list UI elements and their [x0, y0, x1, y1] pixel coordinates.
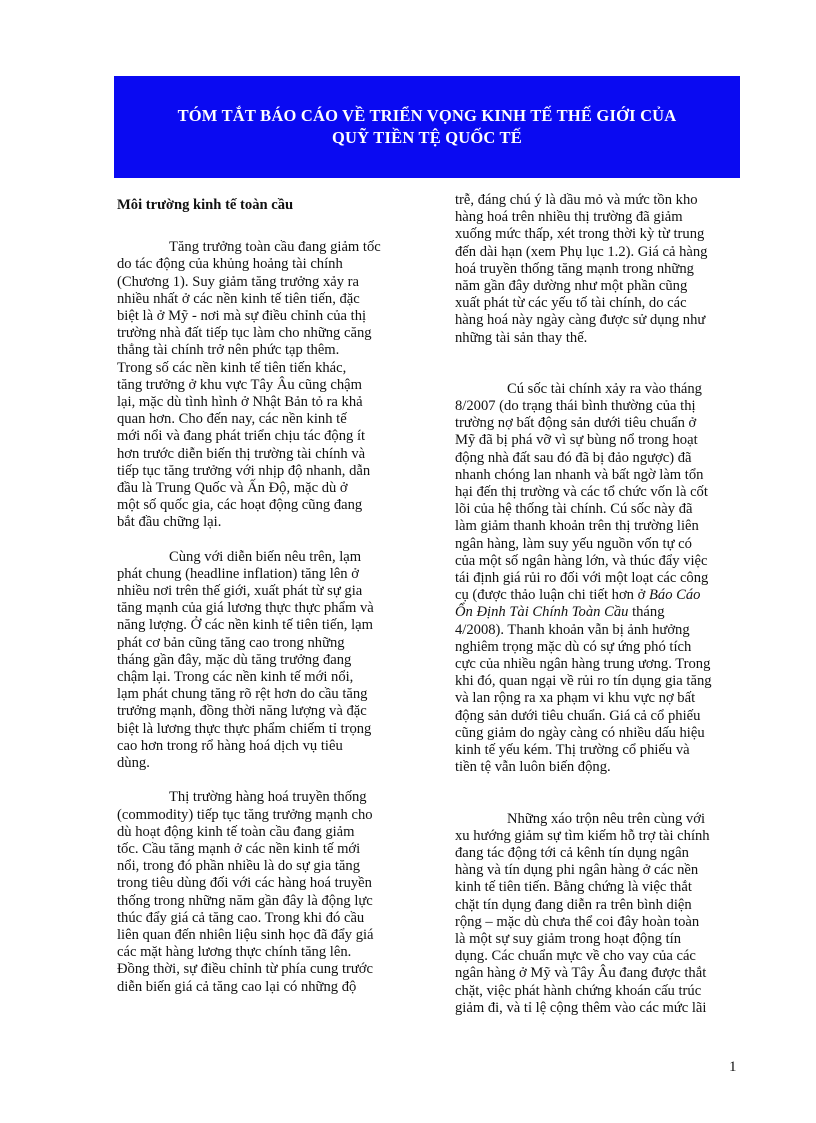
text-line: xu hướng giảm sự tìm kiếm hỗ trợ tài chính — [455, 827, 710, 844]
text-line: ngân hàng, làm suy yếu nguồn vốn tự có — [455, 535, 692, 552]
text-line: tái định giá rủi ro đối với một loạt các công — [455, 570, 709, 587]
text-line: thống trong những năm gần đây là động lực — [117, 892, 373, 909]
text-line: làm giảm thanh khoản trên thị trường liên — [455, 518, 699, 535]
text-line: một số quốc gia, các hoạt động cũng đang — [117, 497, 363, 514]
text-line — [455, 604, 745, 621]
text-line: mới nổi và đang phát triển chịu tác động ít — [117, 428, 366, 445]
right-column — [455, 192, 745, 1017]
text-line — [455, 587, 745, 604]
text-line: hoá truyền thống tăng mạnh trong những — [455, 260, 694, 277]
text-line: nổi, trong đó phần nhiều là do sự gia tăng — [117, 858, 360, 875]
text-line: Mỹ đã bị phá vỡ vì sự bùng nổ trong hoạt — [455, 432, 698, 449]
text-line: hại đến thị trường và các tổ chức vốn là cốt — [455, 484, 708, 501]
text-line: đang tác động tới cả kênh tín dụng ngân — [455, 844, 689, 861]
text-line: do tác động của khủng hoảng tài chính — [117, 256, 343, 273]
text-line: Tăng trưởng toàn cầu đang giảm tốc — [169, 239, 381, 256]
document-title-line-2: QUỸ TIỀN TỆ QUỐC TẾ — [332, 128, 522, 147]
text-span: tháng — [628, 604, 665, 621]
text-line: dù hoạt động kinh tế toàn cầu đang giảm — [117, 823, 355, 840]
right-paragraph-1 — [455, 192, 745, 347]
text-line: cũng giảm do ngày càng có nhiều dấu hiệu — [455, 724, 705, 741]
text-line: tháng gần đây, mặc dù tăng trưởng đang — [117, 651, 352, 668]
text-line: dụng. Các chuẩn mực về cho vay của các — [455, 948, 696, 965]
text-line: biệt là lương thực thực phẩm chiếm tỉ trọng — [117, 720, 372, 737]
text-line: các mặt hàng lương thực chính tăng lên. — [117, 944, 352, 961]
text-line: phát chung (headline inflation) tăng lên ở — [117, 565, 359, 582]
text-line: 4/2008). Thanh khoản vẫn bị ảnh hưởng — [455, 621, 690, 638]
text-line: là một sự suy giảm trong hoạt động tín — [455, 930, 681, 947]
text-line: dùng. — [117, 755, 150, 772]
text-line: tiếp tục tăng trưởng với nhịp độ nhanh, dẫn — [117, 462, 371, 479]
text-line: tốc. Cầu tăng mạnh ở các nền kinh tế mới — [117, 840, 361, 857]
text-line: và lan rộng ra xa phạm vi khu vực nợ bất — [455, 690, 696, 707]
text-line: rộng – mặc dù chưa thể coi đây hoàn toàn — [455, 913, 700, 930]
text-line: Cú sốc tài chính xảy ra vào tháng — [507, 380, 702, 397]
text-line: hơn trước diễn biến thị trường tài chính và — [117, 445, 366, 462]
text-line: giảm đi, và tỉ lệ cộng thêm vào các mức lãi — [455, 999, 707, 1016]
text-line: trường nợ bất động sản dưới tiêu chuẩn ở — [455, 415, 697, 432]
text-line: nhanh chóng lan nhanh và bất ngờ làm tổn — [455, 466, 704, 483]
text-line: bắt đầu chững lại. — [117, 514, 222, 531]
text-line: trưởng mạnh, đồng thời năng lượng và đặc — [117, 703, 367, 720]
text-line: hàng hoá trên nhiều thị trường đã giảm — [455, 209, 683, 226]
text-line: tăng mạnh của giá lương thực thực phẩm và — [117, 600, 374, 617]
text-line: chặt, việc phát hành chứng khoán cấu trúc — [455, 982, 702, 999]
text-line: xuất phát từ các yếu tố tài chính, do các — [455, 295, 687, 312]
text-line: Thị trường hàng hoá truyền thống — [169, 789, 367, 806]
text-line: biệt là ở Mỹ - nơi mà sự điều chỉnh của thị — [117, 308, 367, 325]
right-paragraph-2-lines-b — [455, 622, 745, 777]
document-title-line-1: TÓM TẮT BÁO CÁO VỀ TRIỂN VỌNG KINH TẾ THẾ GIỚI CỦA — [177, 106, 677, 125]
right-paragraph-2 — [455, 381, 745, 777]
text-line: liên quan đến nhiên liệu sinh học đã đẩy giá — [117, 926, 374, 943]
text-line: động nhà đất sau đó đã bị đảo ngược) đã — [455, 449, 692, 466]
text-line: (Chương 1). Suy giảm tăng trưởng xảy ra — [117, 273, 360, 290]
text-line: kinh tế tiên tiến. Bằng chứng là việc thắt — [455, 879, 692, 896]
text-line: trong tiêu dùng đối với các hàng hoá truyền — [117, 875, 372, 892]
report-title-italic: Ổn Định Tài Chính Toàn Cầu — [455, 604, 629, 621]
text-line: nghiêm trọng mặc dù có sự ứng phó tích — [455, 638, 692, 655]
text-line: trễ, đáng chú ý là dầu mỏ và mức tồn kho — [455, 192, 698, 208]
text-line: ngân hàng ở Mỹ và Tây Âu đang được thắt — [455, 965, 707, 982]
text-line: động sản dưới tiêu chuẩn. Giá cả cổ phiếu — [455, 707, 701, 724]
text-line: tiền tệ vẫn luôn biến động. — [455, 759, 611, 776]
page-number: 1 — [729, 1059, 737, 1075]
text-line: Những xáo trộn nêu trên cùng với — [507, 810, 706, 827]
text-line: năm gần đây dường như một phần cũng — [455, 278, 688, 295]
text-line: lại, mặc dù tình hình ở Nhật Bản tỏ ra khả — [117, 394, 363, 411]
text-line: đầu là Trung Quốc và Ấn Độ, mặc dù ở — [117, 480, 348, 497]
text-line: Đồng thời, sự điều chỉnh từ phía cung trước — [117, 961, 374, 978]
text-line: thúc đẩy giá cả tăng cao. Trong khi đó cầu — [117, 909, 365, 926]
text-line: lõi của hệ thống tài chính. Cú sốc này đã — [455, 501, 693, 518]
text-line: quan hơn. Cho đến nay, các nền kinh tế — [117, 411, 347, 428]
title-banner — [114, 76, 740, 178]
section-heading: Môi trường kinh tế toàn cầu — [117, 197, 294, 213]
text-line: lạm phát chung tăng rõ rệt hơn do cầu tăng — [117, 686, 368, 703]
text-line: chặt tín dụng đang diễn ra trên bình diện — [455, 896, 692, 913]
left-column — [117, 197, 407, 996]
text-line: cao hơn trong rổ hàng hoá dịch vụ tiêu — [117, 737, 343, 754]
text-line: trường nhà đất tiếp tục làm cho những căng — [117, 325, 372, 342]
text-line: thẳng tài chính trở nên phức tạp thêm. — [117, 342, 340, 359]
text-line: tăng trưởng ở khu vực Tây Âu cũng chậm — [117, 376, 362, 393]
text-line: xuống mức thấp, xét trong thời kỳ từ trung — [455, 226, 705, 243]
report-title-italic: Báo Cáo — [648, 587, 701, 604]
text-line: kinh tế yếu kém. Thị trường cổ phiếu và — [455, 742, 690, 759]
text-line: 8/2007 (do trạng thái bình thường của thị — [455, 398, 696, 415]
text-line: hàng hoá này ngày càng được sử dụng như — [455, 312, 706, 329]
left-paragraph-3 — [117, 789, 407, 995]
text-line: chậm lại. Trong các nền kinh tế mới nổi, — [117, 669, 354, 686]
text-line: nhiều nhất ở các nền kinh tế tiên tiến, đặc — [117, 290, 360, 307]
text-line: phát cơ bản cũng tăng cao trong những — [117, 634, 345, 651]
text-line: những tài sản thay thế. — [455, 329, 588, 346]
right-paragraph-3 — [455, 811, 745, 1017]
text-line: Trong số các nền kinh tế tiên tiến khác, — [117, 359, 347, 376]
right-paragraph-2-lines-a — [455, 381, 745, 587]
text-line: (commodity) tiếp tục tăng trưởng mạnh cho — [117, 806, 373, 823]
text-line: Cùng với diễn biến nêu trên, lạm — [169, 548, 362, 565]
text-line: nhiều nơi trên thế giới, xuất phát từ sự gia — [117, 583, 363, 600]
text-line: hàng và tín dụng phi ngân hàng ở các nền — [455, 862, 699, 879]
text-line: cực của nhiều ngân hàng trung ương. Trong — [455, 656, 711, 673]
left-paragraph-2 — [117, 549, 407, 773]
text-span: cụ (được thảo luận chi tiết hơn ở — [455, 587, 649, 604]
text-line: năng lượng. Ở các nền kinh tế tiên tiến, lạm — [117, 617, 373, 634]
left-paragraph-1 — [117, 239, 407, 531]
text-line: diễn biến giá cả tăng cao lại có những độ — [117, 978, 357, 995]
text-line: khi đó, quan ngại về rủi ro tín dụng gia tăng — [455, 673, 712, 690]
text-line: của một số ngân hàng lớn, và thúc đẩy việc — [455, 552, 708, 569]
text-line: đến dài hạn (xem Phụ lục 1.2). Giá cả hàng — [455, 243, 708, 260]
